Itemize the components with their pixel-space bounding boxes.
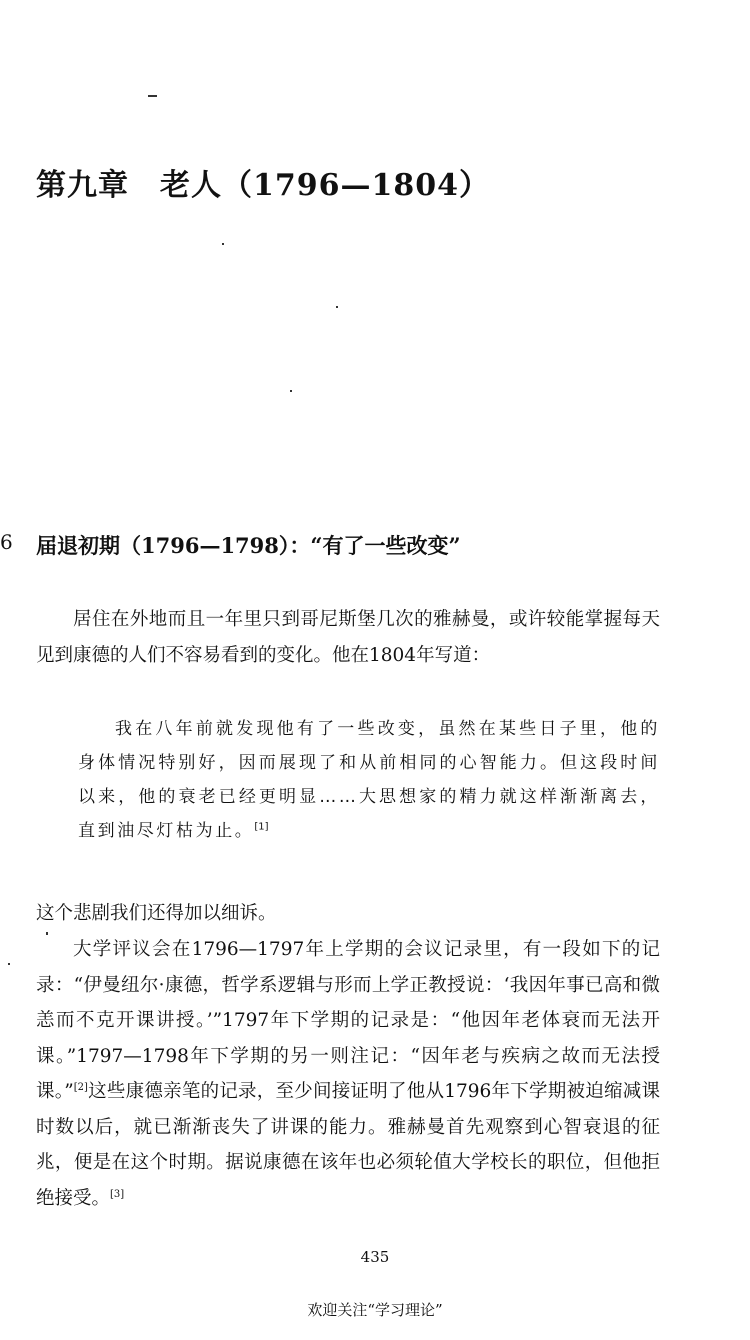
- page-number: 435: [360, 1248, 390, 1266]
- chapter-title: 第九章 老人（1796—1804）: [36, 168, 490, 203]
- footnote-marker-1: [1]: [254, 821, 269, 833]
- footnote-marker-2: [2]: [73, 1081, 88, 1093]
- paragraph-2: [36, 896, 660, 932]
- scan-speck: [290, 390, 292, 392]
- paragraph-3: [36, 932, 660, 1216]
- scan-speck: [8, 963, 10, 965]
- block-quote-text: 我在八年前就发现他有了一些改变，虽然在某些日子里，他的身体情况特别好，因而展现了和从前相同的心智能力。但这段时间以来，他的衰老已经更明显……大思想家的精力就这样渐渐离去，直到油尽灯枯为止。: [78, 719, 660, 841]
- paragraph-1-text: 居住在外地而且一年里只到哥尼斯堡几次的雅赫曼，或许较能掌握每天见到康德的人们不容易看到的变化。他在1804年写道：: [36, 609, 660, 666]
- margin-page-marker: 6: [0, 530, 13, 554]
- footer-watermark-text: 欢迎关注“学习理论”: [307, 1301, 443, 1319]
- paragraph-1: [36, 602, 660, 673]
- block-quote: [78, 712, 660, 848]
- scan-speck: [148, 95, 157, 97]
- paragraph-3-text-b: 这些康德亲笔的记录，至少间接证明了他从1796年下学期被迫缩减课时数以后，就已渐渐丧失了讲课的能力。雅赫曼首先观察到心智衰退的征兆，便是在这个时期。据说康德在该年也必须轮值大学校长的职位，但他拒绝接受。: [36, 1081, 660, 1209]
- section-title: 届退初期（1796—1798）：“有了一些改变”: [36, 533, 461, 558]
- paragraph-2-text: 这个悲剧我们还得加以细诉。: [36, 903, 277, 924]
- footnote-marker-3: [3]: [110, 1188, 125, 1200]
- paragraph-3-text-a: 大学评议会在1796—1797年上学期的会议记录里，有一段如下的记录：“伊曼纽尔·康德，哲学系逻辑与形而上学正教授说：‘我因年事已高和微恙而不克开课讲授。’”1797年下学期的记录是：“他因年老体衰而无法开课。”1797—1798年下学期的另一则注记：“因年老与疾病之故而无法授课。”: [36, 939, 660, 1102]
- scan-speck: [336, 306, 338, 308]
- scan-speck: [222, 243, 224, 245]
